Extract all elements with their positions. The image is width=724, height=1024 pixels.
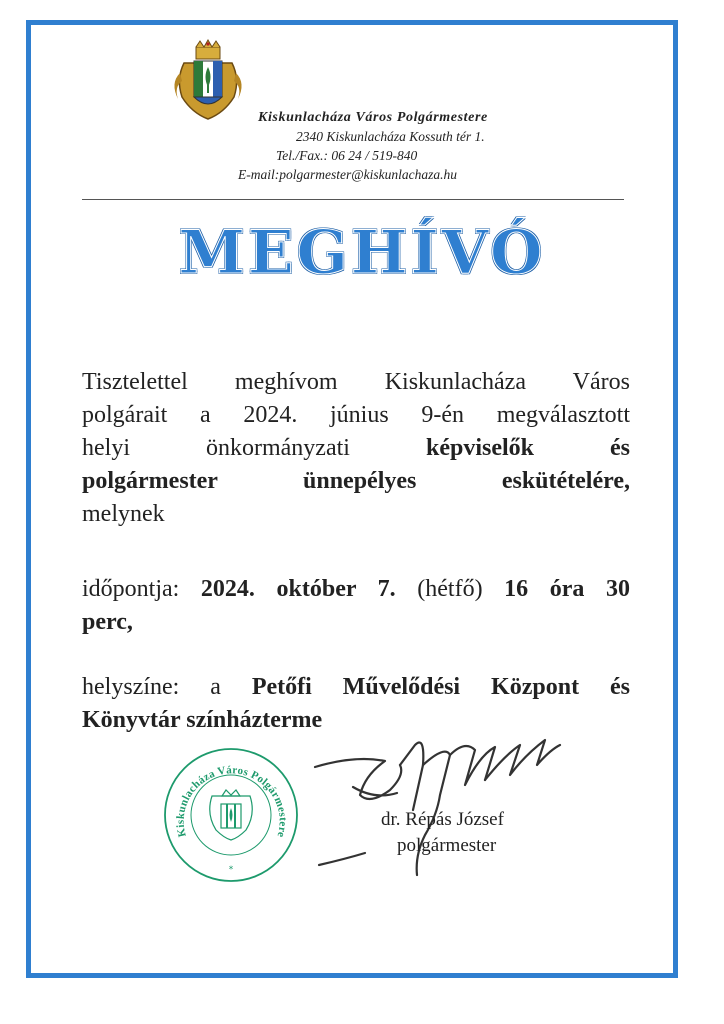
seal-text: Kiskunlacháza Város Polgármestere [174, 764, 289, 839]
handwritten-signature [305, 725, 575, 885]
intro-line-5: melynek [82, 501, 165, 527]
letterhead-address: 2340 Kiskunlacháza Kossuth tér 1. [296, 129, 485, 144]
seal-crest-icon [210, 790, 253, 840]
invitation-paragraph [82, 366, 630, 531]
letterhead [236, 108, 566, 184]
event-day: (hétfő) [395, 576, 505, 602]
time-paragraph [82, 573, 630, 639]
letterhead-telfax: Tel./Fax.: 06 24 / 519-840 [276, 148, 418, 163]
time-label: időpontja: [82, 576, 201, 602]
event-date: 2024. október 7. [200, 576, 396, 602]
signer-role: polgármester [397, 835, 497, 856]
intro-line-2: polgárait a 2024. június 9-én megválasztott [82, 402, 630, 428]
signature-block [381, 807, 504, 859]
intro-line-4 [82, 465, 630, 498]
intro-line-1: Tisztelettel meghívom Kiskunlacháza Város [82, 369, 630, 395]
event-hour-cont: perc, [82, 609, 133, 635]
page-title: MEGHÍVÓ [178, 218, 546, 288]
intro-line-4-bold: polgármester ünnepélyes eskütételére, [82, 468, 630, 494]
intro-line-3 [82, 432, 630, 465]
venue-label: helyszíne: a [82, 674, 252, 700]
letterhead-org: Kiskunlacháza Város Polgármestere [258, 110, 488, 125]
venue-name-cont: Könyvtár színházterme [82, 707, 323, 733]
svg-text:*: * [228, 865, 234, 875]
official-seal-stamp [160, 744, 302, 886]
time-line-1 [82, 573, 630, 606]
signer-name: dr. Répás József [381, 809, 504, 830]
intro-line-3-plain: helyi önkormányzati [82, 435, 426, 461]
header-divider [82, 199, 624, 200]
time-line-2 [82, 606, 630, 639]
letterhead-email: E-mail:polgarmester@kiskunlachaza.hu [238, 167, 458, 182]
event-hour: 16 óra 30 [504, 576, 630, 602]
intro-line-3-bold: képviselők és [425, 435, 630, 461]
venue-line-1 [82, 671, 630, 704]
venue-name: Petőfi Művelődési Központ és [251, 674, 631, 700]
